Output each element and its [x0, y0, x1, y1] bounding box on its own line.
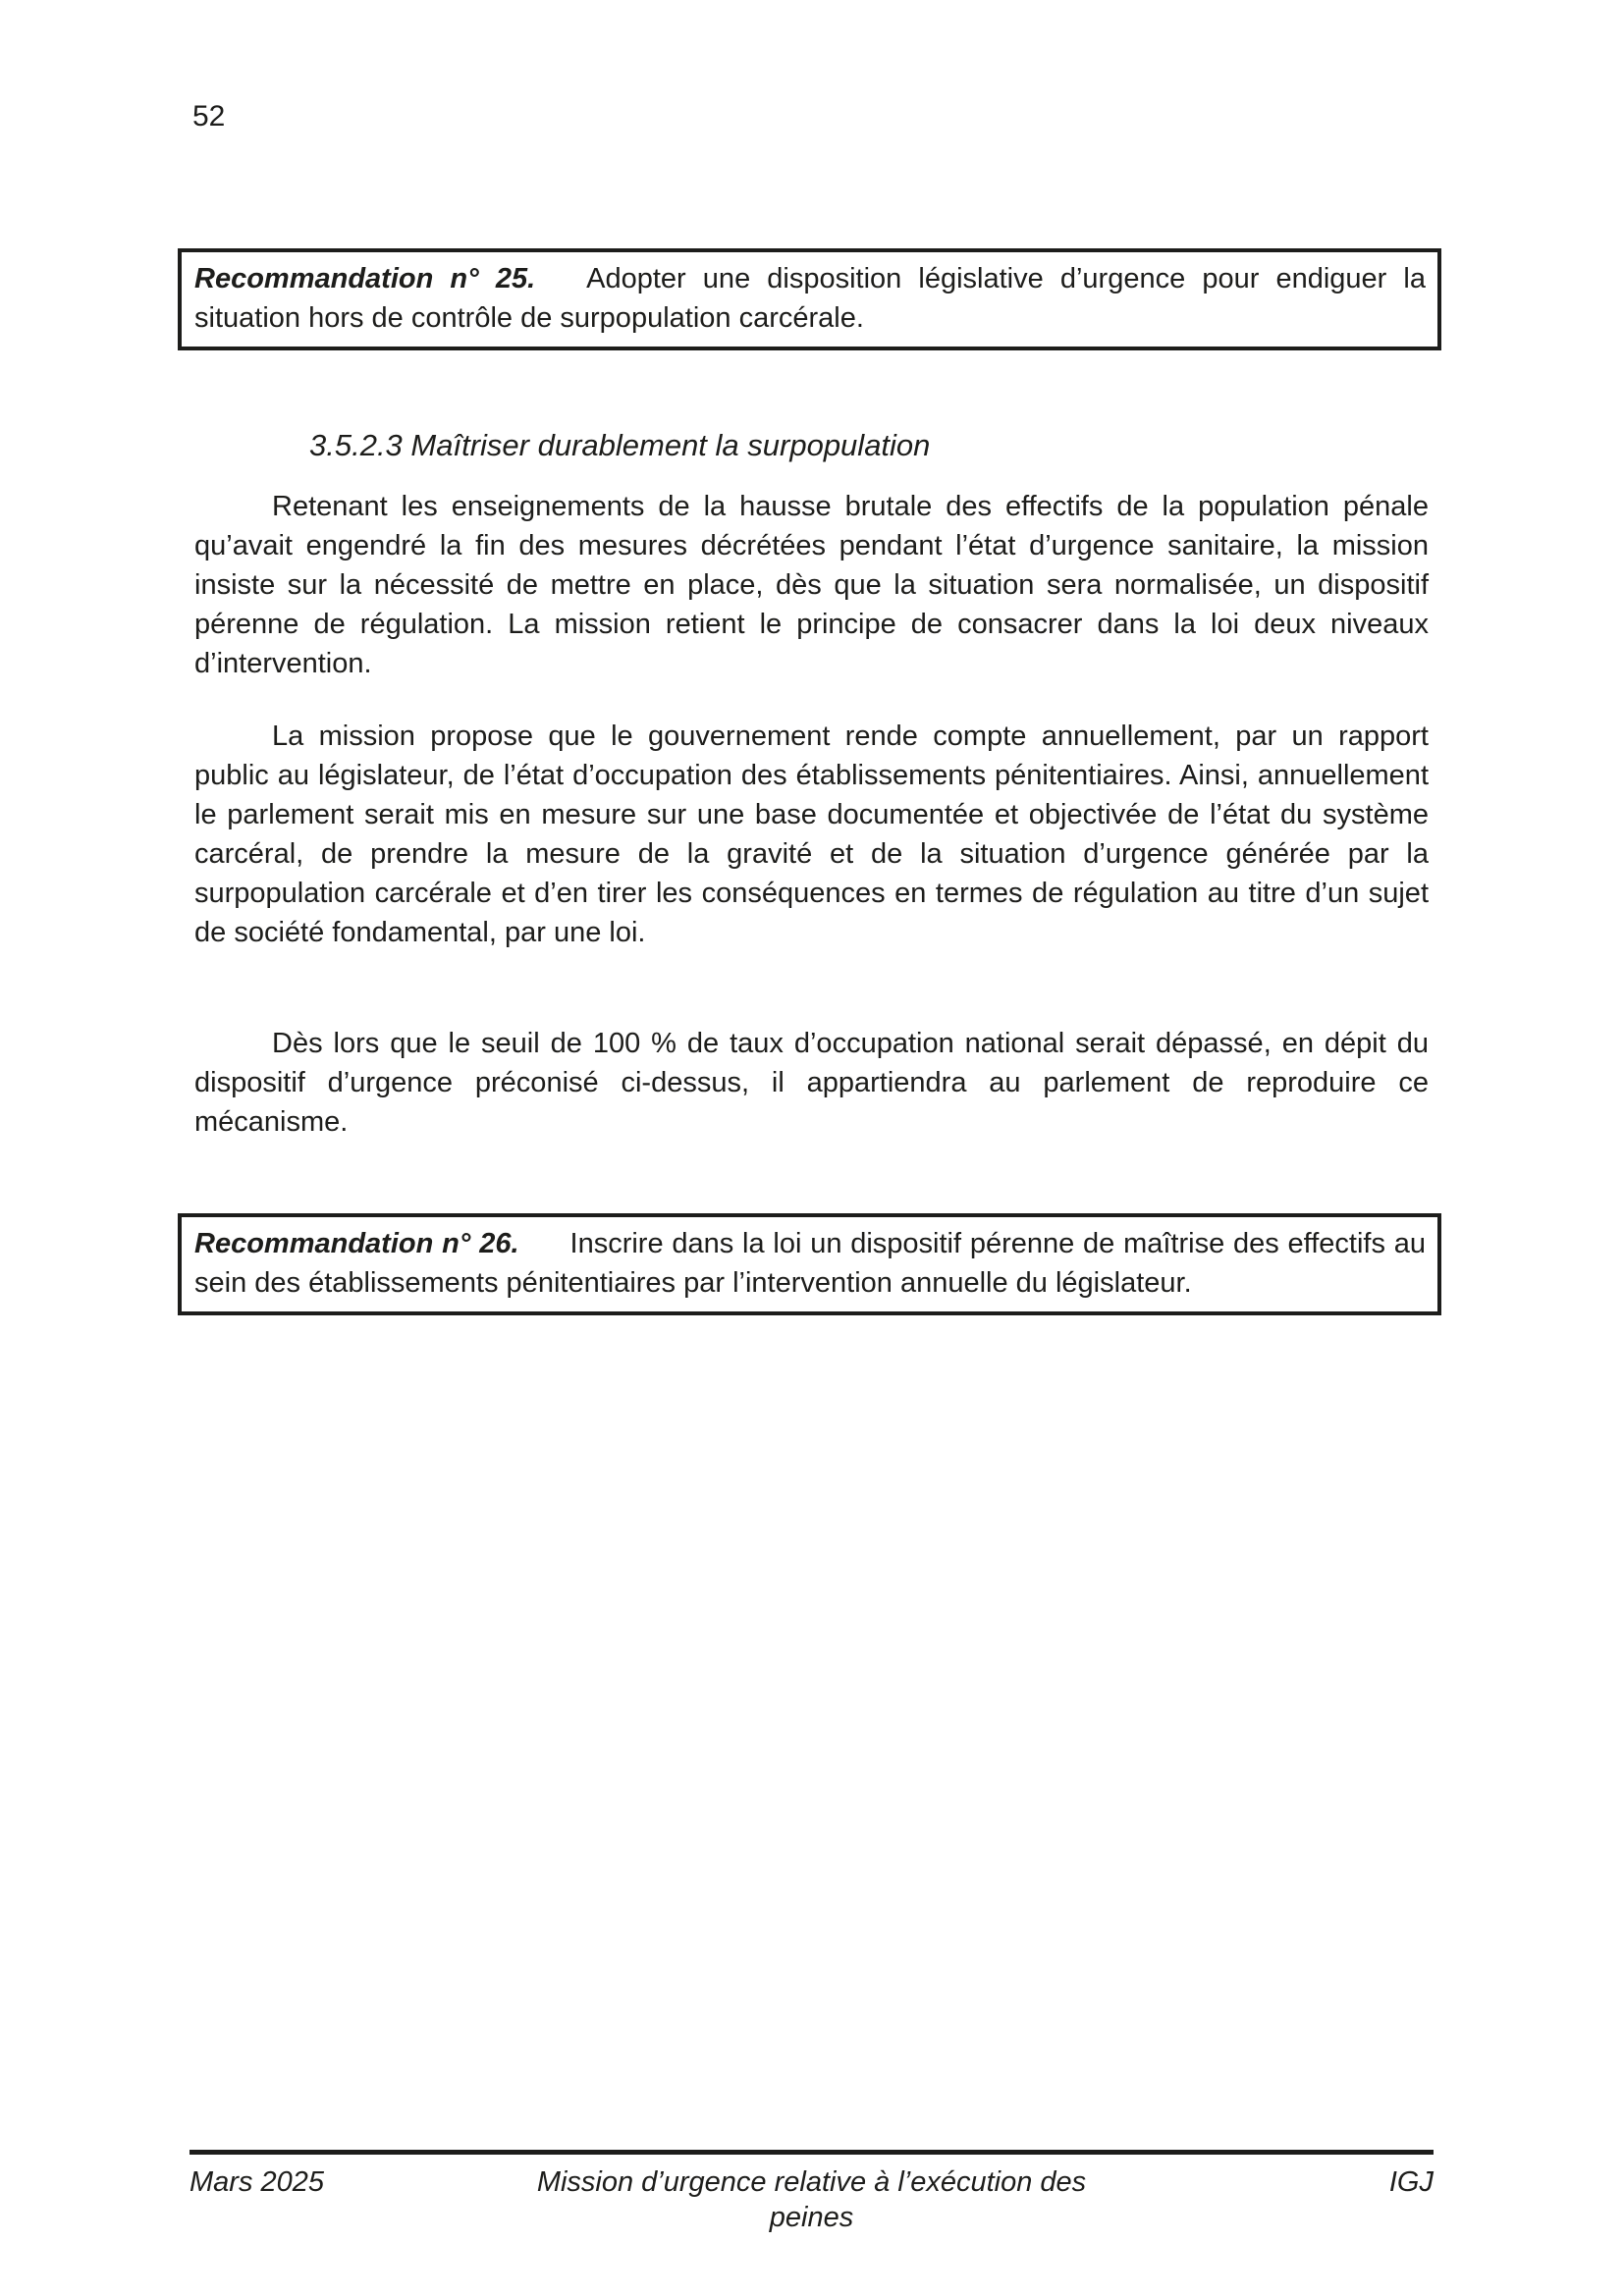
- body-paragraph-1: Retenant les enseignements de la hausse brutale des effectifs de la population pénale qu’avait engendré la fin des mesures décrétées pendant l’état d’urgence sanitaire, la mission insiste sur la nécessité de mettre en place, dès que la situation sera normalisée, un dispositif pérenne de régulation. La mission retient le principe de consacrer dans la loi deux niveaux d’intervention.: [194, 491, 1429, 679]
- footer-organization: IGJ: [1388, 2166, 1434, 2198]
- recommendation-26-paragraph: [194, 1224, 1426, 1303]
- recommendation-box-25: [178, 248, 1441, 350]
- recommendation-26-label: Recommandation n° 26.: [194, 1228, 519, 1259]
- recommendation-25-text: Adopter une disposition législative d’urgence pour endiguer la situation hors de contrôle de surpopulation carcérale.: [194, 263, 1426, 334]
- body-paragraph-3: Dès lors que le seuil de 100 % de taux d’occupation national serait dépassé, en dépit du dispositif d’urgence préconisé ci-dessus, il appartiendra au parlement de reproduire ce mécanisme.: [194, 1028, 1429, 1138]
- footer-divider: [189, 2150, 1434, 2155]
- section-heading-3-5-2-3: 3.5.2.3 Maîtriser durablement la surpopulation: [309, 428, 931, 462]
- recommendation-box-26: [178, 1213, 1441, 1315]
- page-number: 52: [192, 100, 226, 133]
- page-footer: [189, 2164, 1434, 2235]
- recommendation-26-text: Inscrire dans la loi un dispositif pérenne de maîtrise des effectifs au sein des établissements pénitentiaires par l’intervention annuelle du législateur.: [194, 1228, 1426, 1299]
- body-paragraph-2: La mission propose que le gouvernement rende compte annuellement, par un rapport public au législateur, de l’état d’occupation des établissements pénitentiaires. Ainsi, annuellement le parlement serait mis en mesure sur une base documentée et objectivée de l’état du système carcéral, de prendre la mesure de la gravité et de la situation d’urgence générée par la surpopulation carcérale et d’en tirer les conséquences en termes de régulation au titre d’un sujet de société fondamental, par une loi.: [194, 721, 1429, 948]
- recommendation-25-paragraph: [194, 259, 1426, 338]
- recommendation-25-label: Recommandation n° 25.: [194, 263, 536, 294]
- footer-report-title: Mission d’urgence relative à l’exécution des peines: [536, 2166, 1087, 2233]
- footer-date: Mars 2025: [189, 2166, 325, 2198]
